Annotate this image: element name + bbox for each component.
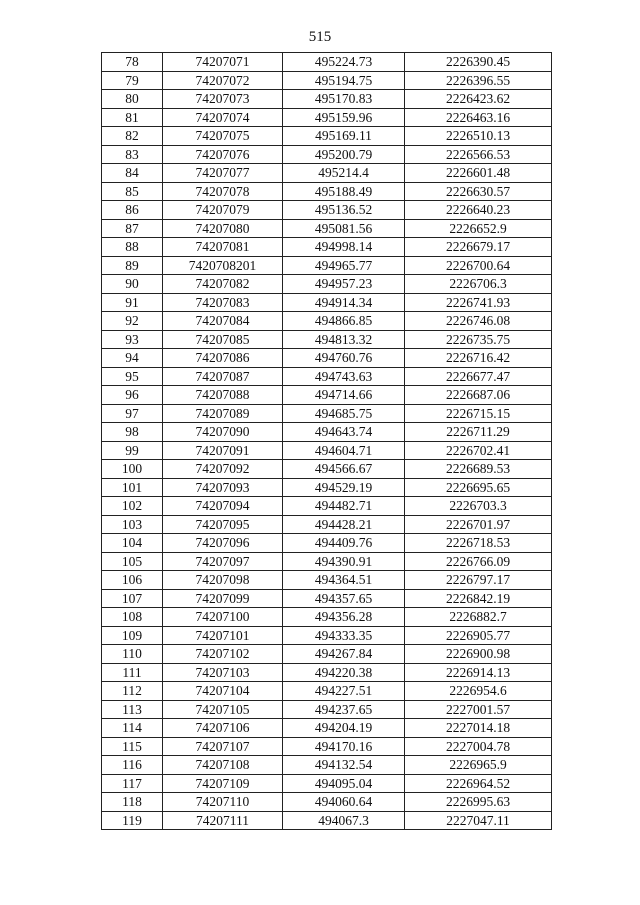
table-row bbox=[102, 423, 552, 442]
point-id-cell: 74207074 bbox=[163, 108, 283, 127]
y-coordinate-cell: 2226965.9 bbox=[405, 756, 552, 775]
point-id-cell: 74207085 bbox=[163, 330, 283, 349]
x-coordinate-cell: 494643.74 bbox=[283, 423, 405, 442]
point-id-cell: 74207093 bbox=[163, 478, 283, 497]
table-row bbox=[102, 682, 552, 701]
y-coordinate-cell: 2226702.41 bbox=[405, 441, 552, 460]
row-index-cell: 113 bbox=[102, 700, 163, 719]
y-coordinate-cell: 2226396.55 bbox=[405, 71, 552, 90]
y-coordinate-cell: 2226706.3 bbox=[405, 275, 552, 294]
point-id-cell: 74207097 bbox=[163, 552, 283, 571]
point-id-cell: 74207111 bbox=[163, 811, 283, 830]
y-coordinate-cell: 2226741.93 bbox=[405, 293, 552, 312]
point-id-cell: 7420708201 bbox=[163, 256, 283, 275]
row-index-cell: 80 bbox=[102, 90, 163, 109]
table-row bbox=[102, 256, 552, 275]
point-id-cell: 74207107 bbox=[163, 737, 283, 756]
table-row bbox=[102, 460, 552, 479]
table-body bbox=[102, 53, 552, 830]
y-coordinate-cell: 2226601.48 bbox=[405, 164, 552, 183]
y-coordinate-cell: 2226842.19 bbox=[405, 589, 552, 608]
point-id-cell: 74207091 bbox=[163, 441, 283, 460]
row-index-cell: 91 bbox=[102, 293, 163, 312]
row-index-cell: 112 bbox=[102, 682, 163, 701]
table-row bbox=[102, 312, 552, 331]
x-coordinate-cell: 495214.4 bbox=[283, 164, 405, 183]
table-row bbox=[102, 90, 552, 109]
x-coordinate-cell: 494813.32 bbox=[283, 330, 405, 349]
x-coordinate-cell: 494998.14 bbox=[283, 238, 405, 257]
row-index-cell: 106 bbox=[102, 571, 163, 590]
row-index-cell: 101 bbox=[102, 478, 163, 497]
x-coordinate-cell: 494132.54 bbox=[283, 756, 405, 775]
row-index-cell: 85 bbox=[102, 182, 163, 201]
table-row bbox=[102, 386, 552, 405]
table-row bbox=[102, 145, 552, 164]
row-index-cell: 108 bbox=[102, 608, 163, 627]
x-coordinate-cell: 495200.79 bbox=[283, 145, 405, 164]
table-row bbox=[102, 571, 552, 590]
table-row bbox=[102, 441, 552, 460]
x-coordinate-cell: 494409.76 bbox=[283, 534, 405, 553]
row-index-cell: 88 bbox=[102, 238, 163, 257]
y-coordinate-cell: 2226716.42 bbox=[405, 349, 552, 368]
y-coordinate-cell: 2226718.53 bbox=[405, 534, 552, 553]
y-coordinate-cell: 2226630.57 bbox=[405, 182, 552, 201]
x-coordinate-cell: 494482.71 bbox=[283, 497, 405, 516]
row-index-cell: 105 bbox=[102, 552, 163, 571]
table-row bbox=[102, 293, 552, 312]
y-coordinate-cell: 2226463.16 bbox=[405, 108, 552, 127]
point-id-cell: 74207088 bbox=[163, 386, 283, 405]
page-number: 515 bbox=[308, 29, 332, 45]
row-index-cell: 98 bbox=[102, 423, 163, 442]
x-coordinate-cell: 494714.66 bbox=[283, 386, 405, 405]
row-index-cell: 94 bbox=[102, 349, 163, 368]
x-coordinate-cell: 494566.67 bbox=[283, 460, 405, 479]
table-row bbox=[102, 108, 552, 127]
point-id-cell: 74207087 bbox=[163, 367, 283, 386]
row-index-cell: 86 bbox=[102, 201, 163, 220]
table-row bbox=[102, 552, 552, 571]
x-coordinate-cell: 494604.71 bbox=[283, 441, 405, 460]
table-row bbox=[102, 349, 552, 368]
x-coordinate-cell: 495188.49 bbox=[283, 182, 405, 201]
row-index-cell: 114 bbox=[102, 719, 163, 738]
x-coordinate-cell: 494743.63 bbox=[283, 367, 405, 386]
x-coordinate-cell: 494095.04 bbox=[283, 774, 405, 793]
x-coordinate-cell: 495169.11 bbox=[283, 127, 405, 146]
point-id-cell: 74207082 bbox=[163, 275, 283, 294]
point-id-cell: 74207078 bbox=[163, 182, 283, 201]
table-row bbox=[102, 164, 552, 183]
x-coordinate-cell: 495081.56 bbox=[283, 219, 405, 238]
y-coordinate-cell: 2227001.57 bbox=[405, 700, 552, 719]
point-id-cell: 74207072 bbox=[163, 71, 283, 90]
table-row bbox=[102, 71, 552, 90]
point-id-cell: 74207081 bbox=[163, 238, 283, 257]
table-row bbox=[102, 478, 552, 497]
point-id-cell: 74207102 bbox=[163, 645, 283, 664]
table-row bbox=[102, 201, 552, 220]
y-coordinate-cell: 2226882.7 bbox=[405, 608, 552, 627]
x-coordinate-cell: 494356.28 bbox=[283, 608, 405, 627]
point-id-cell: 74207096 bbox=[163, 534, 283, 553]
table-row bbox=[102, 53, 552, 72]
point-id-cell: 74207104 bbox=[163, 682, 283, 701]
x-coordinate-cell: 494357.65 bbox=[283, 589, 405, 608]
y-coordinate-cell: 2226701.97 bbox=[405, 515, 552, 534]
y-coordinate-cell: 2226797.17 bbox=[405, 571, 552, 590]
x-coordinate-cell: 494170.16 bbox=[283, 737, 405, 756]
point-id-cell: 74207077 bbox=[163, 164, 283, 183]
coordinates-table bbox=[101, 52, 552, 830]
y-coordinate-cell: 2226652.9 bbox=[405, 219, 552, 238]
row-index-cell: 116 bbox=[102, 756, 163, 775]
y-coordinate-cell: 2227014.18 bbox=[405, 719, 552, 738]
x-coordinate-cell: 495224.73 bbox=[283, 53, 405, 72]
row-index-cell: 117 bbox=[102, 774, 163, 793]
y-coordinate-cell: 2226700.64 bbox=[405, 256, 552, 275]
row-index-cell: 110 bbox=[102, 645, 163, 664]
point-id-cell: 74207076 bbox=[163, 145, 283, 164]
point-id-cell: 74207094 bbox=[163, 497, 283, 516]
x-coordinate-cell: 494914.34 bbox=[283, 293, 405, 312]
table-row bbox=[102, 626, 552, 645]
y-coordinate-cell: 2226695.65 bbox=[405, 478, 552, 497]
y-coordinate-cell: 2226900.98 bbox=[405, 645, 552, 664]
x-coordinate-cell: 495194.75 bbox=[283, 71, 405, 90]
x-coordinate-cell: 495159.96 bbox=[283, 108, 405, 127]
table-row bbox=[102, 127, 552, 146]
table-row bbox=[102, 719, 552, 738]
table-row bbox=[102, 589, 552, 608]
y-coordinate-cell: 2226711.29 bbox=[405, 423, 552, 442]
table-row bbox=[102, 330, 552, 349]
y-coordinate-cell: 2226677.47 bbox=[405, 367, 552, 386]
table-row bbox=[102, 497, 552, 516]
row-index-cell: 99 bbox=[102, 441, 163, 460]
y-coordinate-cell: 2226703.3 bbox=[405, 497, 552, 516]
y-coordinate-cell: 2226679.17 bbox=[405, 238, 552, 257]
y-coordinate-cell: 2226687.06 bbox=[405, 386, 552, 405]
table-row bbox=[102, 756, 552, 775]
y-coordinate-cell: 2226423.62 bbox=[405, 90, 552, 109]
y-coordinate-cell: 2226954.6 bbox=[405, 682, 552, 701]
y-coordinate-cell: 2226689.53 bbox=[405, 460, 552, 479]
table-row bbox=[102, 219, 552, 238]
x-coordinate-cell: 494957.23 bbox=[283, 275, 405, 294]
row-index-cell: 103 bbox=[102, 515, 163, 534]
point-id-cell: 74207108 bbox=[163, 756, 283, 775]
point-id-cell: 74207095 bbox=[163, 515, 283, 534]
table-row bbox=[102, 367, 552, 386]
row-index-cell: 84 bbox=[102, 164, 163, 183]
x-coordinate-cell: 494529.19 bbox=[283, 478, 405, 497]
y-coordinate-cell: 2227004.78 bbox=[405, 737, 552, 756]
point-id-cell: 74207073 bbox=[163, 90, 283, 109]
point-id-cell: 74207071 bbox=[163, 53, 283, 72]
y-coordinate-cell: 2226715.15 bbox=[405, 404, 552, 423]
row-index-cell: 90 bbox=[102, 275, 163, 294]
point-id-cell: 74207083 bbox=[163, 293, 283, 312]
x-coordinate-cell: 494685.75 bbox=[283, 404, 405, 423]
point-id-cell: 74207105 bbox=[163, 700, 283, 719]
row-index-cell: 111 bbox=[102, 663, 163, 682]
x-coordinate-cell: 494267.84 bbox=[283, 645, 405, 664]
table-row bbox=[102, 700, 552, 719]
x-coordinate-cell: 494060.64 bbox=[283, 793, 405, 812]
row-index-cell: 107 bbox=[102, 589, 163, 608]
x-coordinate-cell: 494428.21 bbox=[283, 515, 405, 534]
row-index-cell: 78 bbox=[102, 53, 163, 72]
point-id-cell: 74207080 bbox=[163, 219, 283, 238]
y-coordinate-cell: 2226390.45 bbox=[405, 53, 552, 72]
x-coordinate-cell: 494220.38 bbox=[283, 663, 405, 682]
x-coordinate-cell: 495136.52 bbox=[283, 201, 405, 220]
x-coordinate-cell: 494390.91 bbox=[283, 552, 405, 571]
table-row bbox=[102, 515, 552, 534]
table-row bbox=[102, 534, 552, 553]
point-id-cell: 74207098 bbox=[163, 571, 283, 590]
point-id-cell: 74207106 bbox=[163, 719, 283, 738]
point-id-cell: 74207109 bbox=[163, 774, 283, 793]
row-index-cell: 79 bbox=[102, 71, 163, 90]
y-coordinate-cell: 2226995.63 bbox=[405, 793, 552, 812]
point-id-cell: 74207092 bbox=[163, 460, 283, 479]
y-coordinate-cell: 2226766.09 bbox=[405, 552, 552, 571]
point-id-cell: 74207103 bbox=[163, 663, 283, 682]
table-row bbox=[102, 608, 552, 627]
x-coordinate-cell: 494965.77 bbox=[283, 256, 405, 275]
y-coordinate-cell: 2226735.75 bbox=[405, 330, 552, 349]
y-coordinate-cell: 2226905.77 bbox=[405, 626, 552, 645]
row-index-cell: 97 bbox=[102, 404, 163, 423]
table-row bbox=[102, 238, 552, 257]
row-index-cell: 115 bbox=[102, 737, 163, 756]
point-id-cell: 74207101 bbox=[163, 626, 283, 645]
y-coordinate-cell: 2226640.23 bbox=[405, 201, 552, 220]
point-id-cell: 74207079 bbox=[163, 201, 283, 220]
table-row bbox=[102, 275, 552, 294]
table-row bbox=[102, 404, 552, 423]
row-index-cell: 109 bbox=[102, 626, 163, 645]
x-coordinate-cell: 494364.51 bbox=[283, 571, 405, 590]
table-row bbox=[102, 663, 552, 682]
row-index-cell: 81 bbox=[102, 108, 163, 127]
table-row bbox=[102, 811, 552, 830]
y-coordinate-cell: 2226566.53 bbox=[405, 145, 552, 164]
row-index-cell: 83 bbox=[102, 145, 163, 164]
point-id-cell: 74207086 bbox=[163, 349, 283, 368]
y-coordinate-cell: 2226510.13 bbox=[405, 127, 552, 146]
point-id-cell: 74207075 bbox=[163, 127, 283, 146]
row-index-cell: 119 bbox=[102, 811, 163, 830]
row-index-cell: 100 bbox=[102, 460, 163, 479]
row-index-cell: 82 bbox=[102, 127, 163, 146]
row-index-cell: 104 bbox=[102, 534, 163, 553]
x-coordinate-cell: 494237.65 bbox=[283, 700, 405, 719]
point-id-cell: 74207090 bbox=[163, 423, 283, 442]
row-index-cell: 87 bbox=[102, 219, 163, 238]
table-row bbox=[102, 793, 552, 812]
row-index-cell: 118 bbox=[102, 793, 163, 812]
row-index-cell: 96 bbox=[102, 386, 163, 405]
x-coordinate-cell: 494866.85 bbox=[283, 312, 405, 331]
x-coordinate-cell: 494333.35 bbox=[283, 626, 405, 645]
x-coordinate-cell: 494760.76 bbox=[283, 349, 405, 368]
y-coordinate-cell: 2226746.08 bbox=[405, 312, 552, 331]
point-id-cell: 74207089 bbox=[163, 404, 283, 423]
point-id-cell: 74207110 bbox=[163, 793, 283, 812]
point-id-cell: 74207100 bbox=[163, 608, 283, 627]
y-coordinate-cell: 2227047.11 bbox=[405, 811, 552, 830]
y-coordinate-cell: 2226914.13 bbox=[405, 663, 552, 682]
row-index-cell: 89 bbox=[102, 256, 163, 275]
table-row bbox=[102, 645, 552, 664]
point-id-cell: 74207084 bbox=[163, 312, 283, 331]
row-index-cell: 102 bbox=[102, 497, 163, 516]
row-index-cell: 95 bbox=[102, 367, 163, 386]
y-coordinate-cell: 2226964.52 bbox=[405, 774, 552, 793]
x-coordinate-cell: 494227.51 bbox=[283, 682, 405, 701]
x-coordinate-cell: 494067.3 bbox=[283, 811, 405, 830]
row-index-cell: 93 bbox=[102, 330, 163, 349]
table-row bbox=[102, 774, 552, 793]
x-coordinate-cell: 494204.19 bbox=[283, 719, 405, 738]
table-row bbox=[102, 182, 552, 201]
table-row bbox=[102, 737, 552, 756]
row-index-cell: 92 bbox=[102, 312, 163, 331]
point-id-cell: 74207099 bbox=[163, 589, 283, 608]
x-coordinate-cell: 495170.83 bbox=[283, 90, 405, 109]
